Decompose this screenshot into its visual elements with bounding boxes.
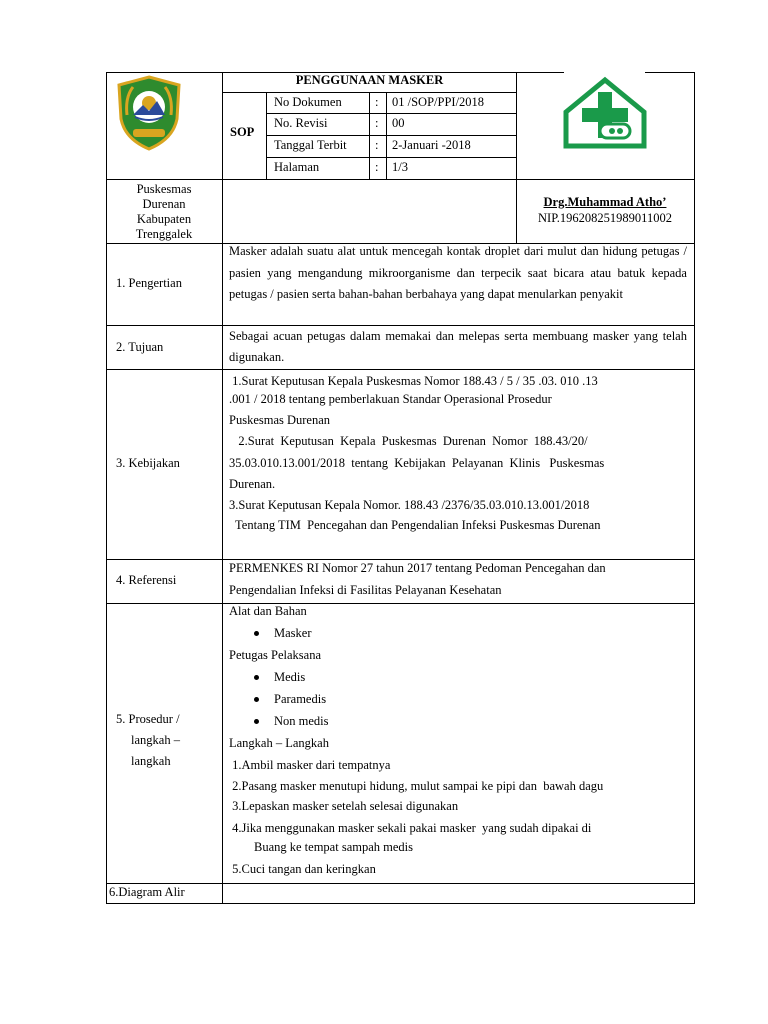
puskesmas-logo-icon	[562, 74, 648, 154]
langkah-step: 4.Jika menggunakan masker sekali pakai masker yang sudah dipakai di	[229, 821, 592, 835]
field-value-halaman: 1/3	[392, 160, 408, 174]
kebijakan-line: 35.03.010.13.001/2018 tentang Kebijakan Pelayanan Klinis Puskesmas	[229, 456, 605, 470]
regency-seal-icon	[113, 75, 185, 151]
section-text-pengertian: Masker adalah suatu alat untuk mencegah kontak droplet dari mulut dan hidung petugas / pasien yang mengandung mikroorganisme dan terpecik saat bicara atau batuk kepada petugas / pasien serta bahan-bahan berbahaya yang dapat menularkan penyakit	[229, 244, 687, 301]
institution-line-4: Trenggalek	[135, 227, 193, 241]
label-column-divider	[222, 72, 223, 904]
kebijakan-line: 2.Surat Keputusan Kepala Puskesmas Durenan Nomor 188.43/20/	[229, 434, 588, 448]
field-sep-no-dokumen: :	[375, 95, 379, 109]
field-label-halaman: Halaman	[274, 160, 320, 174]
field-value-no-revisi: 00	[392, 116, 405, 130]
section-label-prosedur-1: 5. Prosedur /	[116, 712, 180, 726]
field-sep-halaman: :	[375, 160, 379, 174]
section-label-pengertian: 1. Pengertian	[116, 276, 182, 290]
field-sep-no-revisi: :	[375, 116, 379, 130]
row-divider-2	[106, 369, 695, 370]
kebijakan-line: 3.Surat Keputusan Kepala Nomor. 188.43 /2376/35.03.010.13.001/2018	[229, 498, 590, 512]
section-label-tujuan: 2. Tujuan	[116, 340, 164, 354]
border-right	[694, 72, 695, 904]
field-value-no-dokumen: 01 /SOP/PPI/2018	[392, 95, 485, 109]
field-divider-1	[266, 113, 517, 114]
langkah-heading: Langkah – Langkah	[229, 736, 329, 750]
title-underline	[222, 92, 517, 93]
kebijakan-line: .001 / 2018 tentang pemberlakuan Standar Operasional Prosedur	[229, 392, 552, 406]
signatory-nip: NIP.196208251989011002	[538, 211, 672, 225]
top-border-right-a	[516, 72, 564, 73]
header-divider	[106, 179, 695, 180]
colon-right-divider	[386, 92, 387, 180]
row-divider-4	[106, 603, 695, 604]
row-divider-5	[106, 883, 695, 884]
section-label-referensi: 4. Referensi	[116, 573, 177, 587]
section-label-prosedur-3: langkah	[131, 754, 171, 768]
field-label-no-revisi: No. Revisi	[274, 116, 328, 130]
field-divider-3	[266, 157, 517, 158]
langkah-step: 5.Cuci tangan dan keringkan	[229, 862, 376, 876]
alat-item: Masker	[274, 626, 312, 640]
kebijakan-line: Tentang TIM Pencegahan dan Pengendalian Infeksi Puskesmas Durenan	[229, 518, 601, 532]
bullet-icon	[254, 631, 259, 636]
sop-column-divider	[266, 92, 267, 180]
field-label-no-dokumen: No Dokumen	[274, 95, 342, 109]
petugas-item: Non medis	[274, 714, 329, 728]
section-text-tujuan: Sebagai acuan petugas dalam memakai dan melepas serta membuang masker yang telah digunakan.	[229, 329, 687, 364]
section-label-diagram: 6.Diagram Alir	[109, 885, 185, 899]
petugas-heading: Petugas Pelaksana	[229, 648, 321, 662]
langkah-step: 3.Lepaskan masker setelah selesai digunakan	[229, 799, 459, 813]
kebijakan-line: Durenan.	[229, 477, 276, 491]
institution-line-3: Kabupaten	[136, 212, 192, 226]
section-label-kebijakan: 3. Kebijakan	[116, 456, 180, 470]
signatory-name: Drg.Muhammad Atho’	[543, 195, 667, 209]
sop-label: SOP	[230, 125, 255, 139]
field-label-tanggal-terbit: Tanggal Terbit	[274, 138, 347, 152]
institution-line-1: Puskesmas	[136, 182, 192, 196]
document-title: PENGGUNAAN MASKER	[295, 73, 444, 87]
field-divider-2	[266, 135, 517, 136]
colon-left-divider	[369, 92, 370, 180]
petugas-item: Paramedis	[274, 692, 327, 706]
referensi-line: PERMENKES RI Nomor 27 tahun 2017 tentang Pedoman Pencegahan dan	[229, 561, 606, 575]
bullet-icon	[254, 697, 259, 702]
field-value-tanggal-terbit: 2-Januari -2018	[392, 138, 471, 152]
field-sep-tanggal-terbit: :	[375, 138, 379, 152]
institution-line-2: Durenan	[142, 197, 186, 211]
bullet-icon	[254, 719, 259, 724]
section-label-prosedur-2: langkah –	[131, 733, 180, 747]
langkah-step: Buang ke tempat sampah medis	[229, 840, 413, 854]
bottom-border	[106, 903, 695, 904]
top-border-right-b	[645, 72, 695, 73]
kebijakan-line: 1.Surat Keputusan Kepala Puskesmas Nomor 188.43 / 5 / 35 .03. 010 .13	[229, 374, 598, 388]
kebijakan-line: Puskesmas Durenan	[229, 413, 331, 427]
alat-heading: Alat dan Bahan	[229, 604, 307, 618]
langkah-step: 1.Ambil masker dari tempatnya	[229, 758, 391, 772]
petugas-item: Medis	[274, 670, 306, 684]
langkah-step: 2.Pasang masker menutupi hidung, mulut sampai ke pipi dan bawah dagu	[229, 779, 604, 793]
bullet-icon	[254, 675, 259, 680]
referensi-line: Pengendalian Infeksi di Fasilitas Pelayanan Kesehatan	[229, 583, 502, 597]
row-divider-3	[106, 559, 695, 560]
